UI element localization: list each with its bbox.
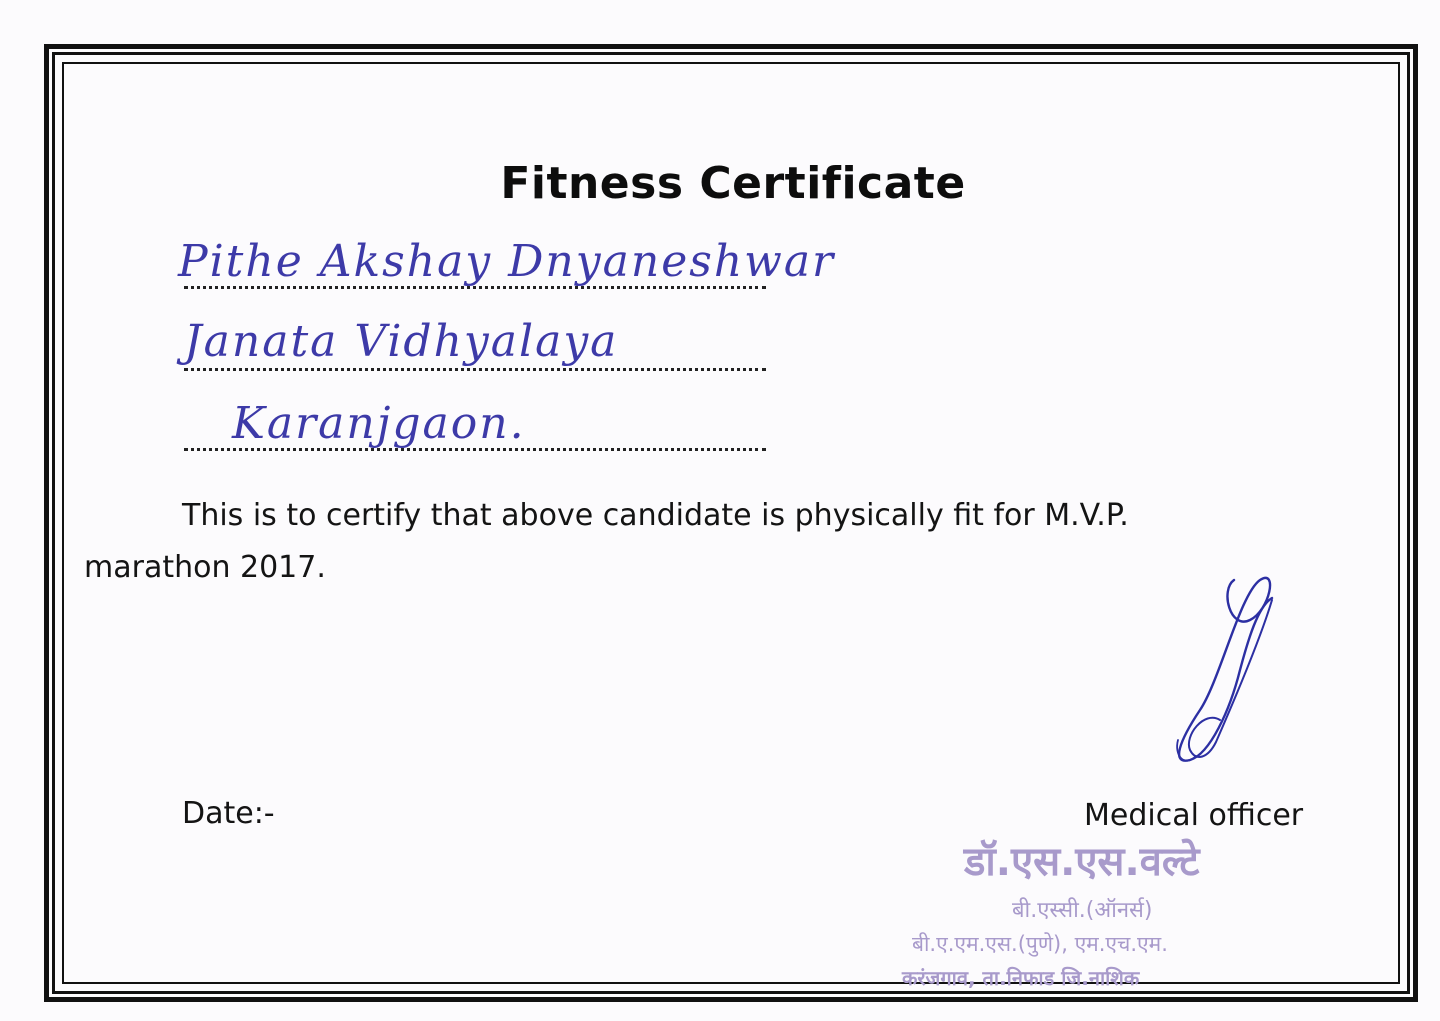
candidate-name: Pithe Akshay Dnyaneshwar: [178, 236, 836, 287]
medical-officer-label: Medical officer: [1084, 798, 1304, 833]
certification-statement-line1: This is to certify that above candidate is physically fit for M.V.P.: [182, 498, 1129, 533]
stamp-address: करंजगाव, ता.निफाड जि.नाशिक: [902, 966, 1140, 990]
certification-statement-line2: marathon 2017.: [84, 550, 326, 585]
signature-graphic: [1160, 560, 1300, 775]
place-dotted-line: [184, 448, 766, 451]
stamp-doctor-name: डॉ.एस.एस.वल्टे: [964, 839, 1200, 885]
certificate-title: Fitness Certificate: [500, 158, 966, 209]
date-label: Date:-: [182, 796, 275, 831]
stamp-qualification-1: बी.एस्सी.(ऑनर्स): [1012, 898, 1153, 923]
name-dotted-line: [184, 286, 766, 289]
place-name: Karanjgaon.: [232, 398, 526, 449]
stamp-qualification-2: बी.ए.एम.एस.(पुणे), एम.एच.एम.: [912, 932, 1168, 956]
school-name: Janata Vidhyalaya: [184, 316, 619, 367]
school-dotted-line: [184, 368, 766, 371]
